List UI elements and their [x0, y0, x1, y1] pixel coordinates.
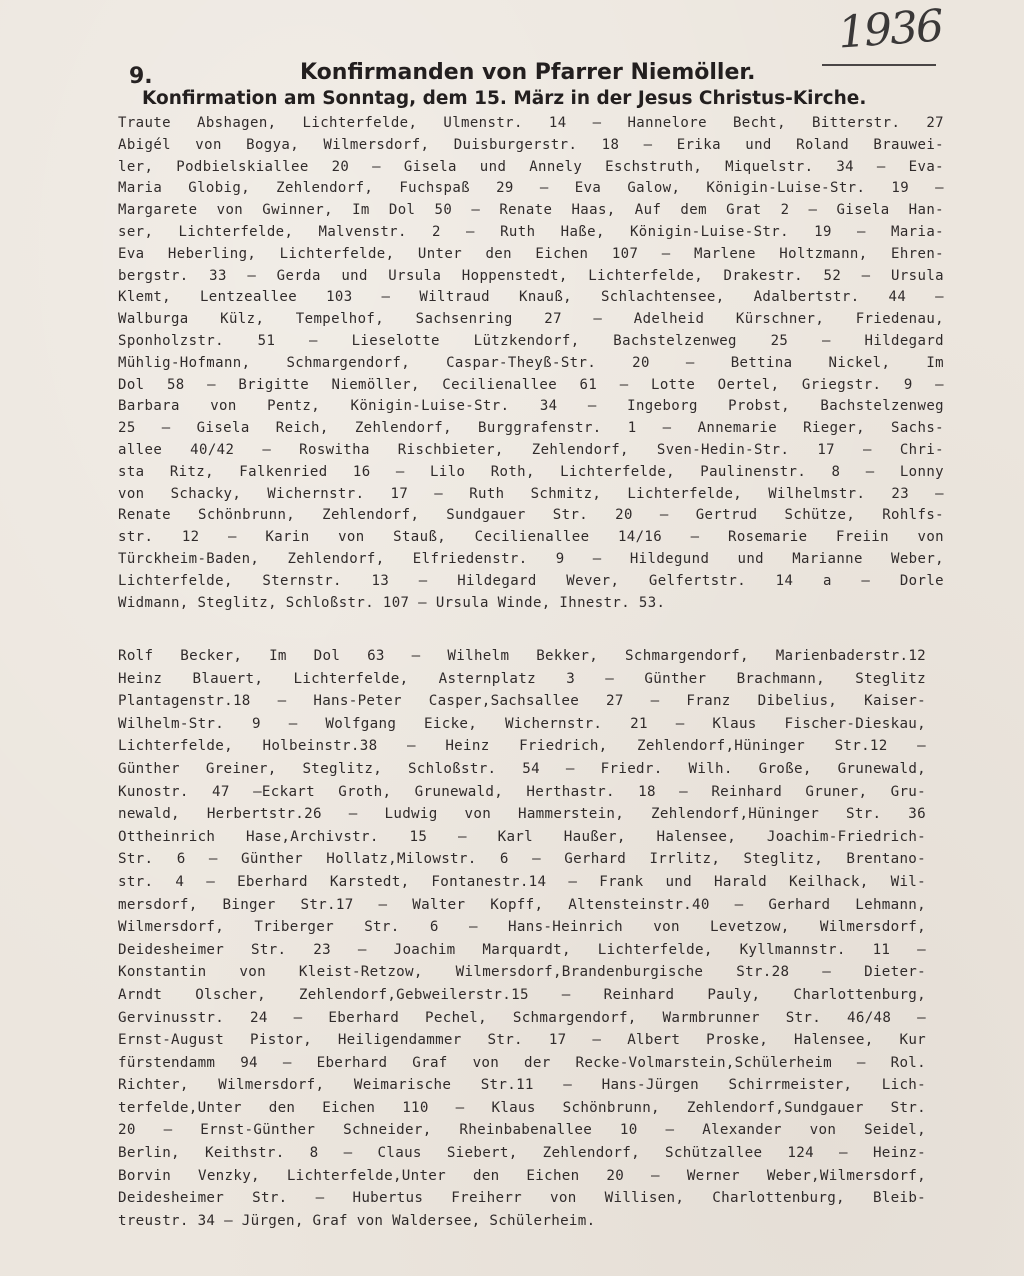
page-number: 9.	[129, 64, 153, 89]
girls-list-line: Lichterfelde, Sternstr. 13 – Hildegard Wever, Gelfertstr. 14 a – Dorle	[118, 572, 944, 589]
girls-list	[118, 113, 944, 614]
boys-list-line: Günther Greiner, Steglitz, Schloßstr. 54 – Friedr. Wilh. Große, Grunewald,	[118, 760, 926, 777]
boys-list-line: Deidesheimer Str. – Hubertus Freiherr von Willisen, Charlottenburg, Bleib-	[118, 1190, 926, 1207]
girls-list-line: Renate Schönbrunn, Zehlendorf, Sundgauer Str. 20 – Gertrud Schütze, Rohlfs-	[118, 507, 944, 524]
boys-list-line: Ernst-August Pistor, Heiligendammer Str. 17 – Albert Proske, Halensee, Kur	[118, 1032, 926, 1049]
boys-list-line: Lichterfelde, Holbeinstr.38 – Heinz Friedrich, Zehlendorf,Hüninger Str.12 –	[118, 738, 926, 755]
boys-list	[118, 645, 926, 1232]
girls-list-line: Walburga Külz, Tempelhof, Sachsenring 27 – Adelheid Kürschner, Friedenau,	[118, 311, 944, 328]
girls-list-line: Margarete von Gwinner, Im Dol 50 – Renate Haas, Auf dem Grat 2 – Gisela Han-	[118, 202, 944, 219]
boys-list-line: Ottheinrich Hase,Archivstr. 15 – Karl Haußer, Halensee, Joachim-Friedrich-	[118, 828, 926, 845]
girls-list-line: Mühlig-Hofmann, Schmargendorf, Caspar-Theyß-Str. 20 – Bettina Nickel, Im	[118, 354, 944, 371]
girls-list-line: 25 – Gisela Reich, Zehlendorf, Burggrafenstr. 1 – Annemarie Rieger, Sachs-	[118, 420, 944, 437]
girls-list-line: Barbara von Pentz, Königin-Luise-Str. 34 – Ingeborg Probst, Bachstelzenweg	[118, 398, 944, 415]
boys-list-line: Konstantin von Kleist-Retzow, Wilmersdorf,Brandenburgische Str.28 – Dieter-	[118, 964, 926, 981]
girls-list-line: bergstr. 33 – Gerda und Ursula Hoppenstedt, Lichterfelde, Drakestr. 52 – Ursula	[118, 267, 944, 284]
boys-list-line: newald, Herbertstr.26 – Ludwig von Hammerstein, Zehlendorf,Hüninger Str. 36	[118, 806, 926, 823]
boys-list-line: Berlin, Keithstr. 8 – Claus Siebert, Zehlendorf, Schützallee 124 – Heinz-	[118, 1145, 926, 1162]
handwritten-year: 1936	[836, 0, 944, 59]
girls-list-line: ler, Podbielskiallee 20 – Gisela und Annely Eschstruth, Miquelstr. 34 – Eva-	[118, 158, 944, 175]
boys-list-line: Heinz Blauert, Lichterfelde, Asternplatz 3 – Günther Brachmann, Steglitz	[118, 670, 926, 687]
girls-list-line: Klemt, Lentzeallee 103 – Wiltraud Knauß, Schlachtensee, Adalbertstr. 44 –	[118, 289, 944, 306]
boys-list-line: Wilmersdorf, Triberger Str. 6 – Hans-Heinrich von Levetzow, Wilmersdorf,	[118, 919, 926, 936]
boys-list-line: Arndt Olscher, Zehlendorf,Gebweilerstr.15 – Reinhard Pauly, Charlottenburg,	[118, 986, 926, 1003]
girls-list-line: ser, Lichterfelde, Malvenstr. 2 – Ruth Haße, Königin-Luise-Str. 19 – Maria-	[118, 223, 944, 240]
page-title: Konfirmanden von Pfarrer Niemöller.	[300, 60, 756, 85]
boys-list-line: Plantagenstr.18 – Hans-Peter Casper,Sachsallee 27 – Franz Dibelius, Kaiser-	[118, 693, 926, 710]
page-subtitle: Konfirmation am Sonntag, dem 15. März in der Jesus Christus-Kirche.	[142, 88, 867, 109]
girls-list-line: sta Ritz, Falkenried 16 – Lilo Roth, Lichterfelde, Paulinenstr. 8 – Lonny	[118, 463, 944, 480]
boys-list-line: Gervinusstr. 24 – Eberhard Pechel, Schmargendorf, Warmbrunner Str. 46/48 –	[118, 1009, 926, 1026]
boys-list-line: str. 4 – Eberhard Karstedt, Fontanestr.14 – Frank und Harald Keilhack, Wil-	[118, 873, 926, 890]
girls-list-line: Maria Globig, Zehlendorf, Fuchspaß 29 – Eva Galow, Königin-Luise-Str. 19 –	[118, 180, 944, 197]
girls-list-line: Türckheim-Baden, Zehlendorf, Elfriedenstr. 9 – Hildegund und Marianne Weber,	[118, 550, 944, 567]
girls-list-line: allee 40/42 – Roswitha Rischbieter, Zehlendorf, Sven-Hedin-Str. 17 – Chri-	[118, 441, 944, 458]
girls-list-line: Dol 58 – Brigitte Niemöller, Cecilienallee 61 – Lotte Oertel, Griegstr. 9 –	[118, 376, 944, 393]
boys-list-line: Wilhelm-Str. 9 – Wolfgang Eicke, Wichernstr. 21 – Klaus Fischer-Dieskau,	[118, 715, 926, 732]
girls-list-line: von Schacky, Wichernstr. 17 – Ruth Schmitz, Lichterfelde, Wilhelmstr. 23 –	[118, 485, 944, 502]
boys-list-line: Richter, Wilmersdorf, Weimarische Str.11 – Hans-Jürgen Schirrmeister, Lich-	[118, 1077, 926, 1094]
boys-list-line: Rolf Becker, Im Dol 63 – Wilhelm Bekker, Schmargendorf, Marienbaderstr.12	[118, 648, 926, 664]
boys-list-line: fürstendamm 94 – Eberhard Graf von der Recke-Volmarstein,Schülerheim – Rol.	[118, 1054, 926, 1071]
girls-list-line: Traute Abshagen, Lichterfelde, Ulmenstr. 14 – Hannelore Becht, Bitterstr. 27	[118, 115, 944, 131]
boys-list-line: mersdorf, Binger Str.17 – Walter Kopff, Altensteinstr.40 – Gerhard Lehmann,	[118, 896, 926, 913]
boys-list-line: 20 – Ernst-Günther Schneider, Rheinbabenallee 10 – Alexander von Seidel,	[118, 1122, 926, 1139]
girls-list-line: Sponholzstr. 51 – Lieselotte Lützkendorf, Bachstelzenweg 25 – Hildegard	[118, 332, 944, 349]
boys-list-line: terfelde,Unter den Eichen 110 – Klaus Schönbrunn, Zehlendorf,Sundgauer Str.	[118, 1099, 926, 1116]
year-underline	[822, 64, 936, 66]
girls-list-line: Eva Heberling, Lichterfelde, Unter den Eichen 107 – Marlene Holtzmann, Ehren-	[118, 245, 944, 262]
boys-list-line: Borvin Venzky, Lichterfelde,Unter den Eichen 20 – Werner Weber,Wilmersdorf,	[118, 1167, 926, 1184]
boys-list-line: Deidesheimer Str. 23 – Joachim Marquardt, Lichterfelde, Kyllmannstr. 11 –	[118, 941, 926, 958]
boys-list-line: Str. 6 – Günther Hollatz,Milowstr. 6 – Gerhard Irrlitz, Steglitz, Brentano-	[118, 851, 926, 868]
girls-list-line: Widmann, Steglitz, Schloßstr. 107 – Ursula Winde, Ihnestr. 53.	[118, 594, 666, 611]
girls-list-line: Abigél von Bogya, Wilmersdorf, Duisburgerstr. 18 – Erika und Roland Brauwei-	[118, 136, 944, 153]
boys-list-line: Kunostr. 47 –Eckart Groth, Grunewald, Herthastr. 18 – Reinhard Gruner, Gru-	[118, 783, 926, 800]
girls-list-line: str. 12 – Karin von Stauß, Cecilienallee 14/16 – Rosemarie Freiin von	[118, 529, 944, 546]
boys-list-line: treustr. 34 – Jürgen, Graf von Waldersee, Schülerheim.	[118, 1212, 596, 1229]
